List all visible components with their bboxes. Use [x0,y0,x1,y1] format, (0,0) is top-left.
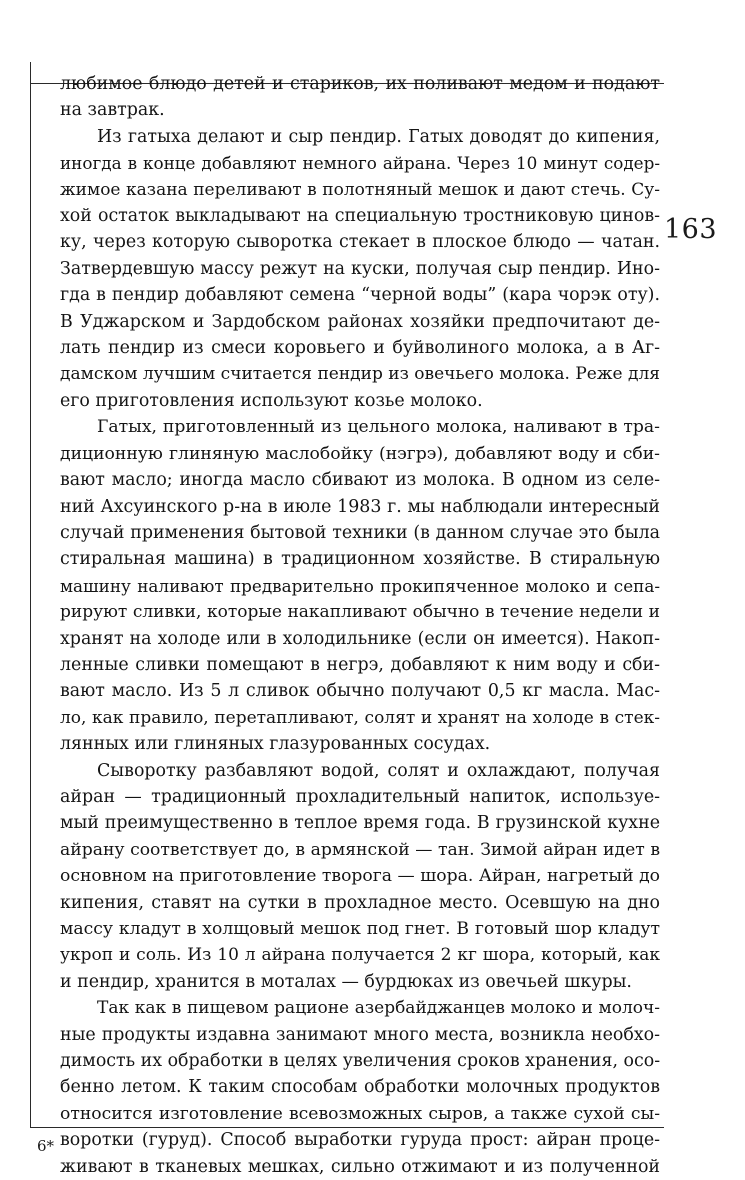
text-line: ные продукты издавна занимают много места, возникла необхо- [60,1024,660,1045]
text-line: гда в пендир добавляют семена “черной воды” (кара чорэк оту). [60,285,660,306]
text-line: иногда в конце добавляют немного айрана. Через 10 минут содер- [60,153,660,174]
text-line: основном на приготовление творога — шора. Айран, нагретый до [60,866,660,887]
text-line: айрану соответствует до, в армянской — тан. Зимой айран идет в [60,839,660,860]
text-line: Затвердевшую массу режут на куски, получая сыр пендир. Ино- [60,258,660,279]
text-line: димость их обработки в целях увеличения сроков хранения, осо- [60,1051,661,1072]
text-line: Из гатыха делают и сыр пендир. Гатых доводят до кипения, [97,126,660,147]
page-number: 163 [664,214,718,245]
text-line: бенно летом. К таким способам обработки молочных продуктов [60,1077,660,1098]
text-line: стиральная машина) в традиционном хозяйстве. В стиральную [60,549,660,570]
text-line: массу кладут в холщовый мешок под гнет. В готовый шор кладут [60,919,660,939]
text-line: случай применения бытовой техники (в данном случае это была [60,522,660,543]
text-line: мый преимущественно в теплое время года. В грузинской кухне [60,813,660,834]
text-line: диционную глиняную маслобойку (нэгрэ), добавляют воду и сби- [60,443,660,464]
text-line: его приготовления используют козье молоко. [60,390,483,411]
footer-signature-mark: 6* [37,1137,55,1155]
text-line: относится изготовление всевозможных сыров, а также сухой сы- [60,1103,660,1124]
text-line: ленные сливки помещают в негрэ, добавляют к ним воду и сби- [60,654,660,675]
text-line: любимое блюдо детей и стариков, их поливают медом и подают [60,74,660,94]
text-line: дамском лучшим считается пендир из овечьего молока. Реже для [60,364,660,385]
text-line: вают масло; иногда масло сбивают из молока. В одном из селе- [60,470,660,491]
text-line: В Уджарском и Зардобском районах хозяйки предпочитают де- [60,311,660,332]
text-line: лать пендир из смеси коровьего и буйволиного молока, а в Аг- [60,338,660,359]
text-line: воротки (гуруд). Способ выработки гуруда прост: айран проце- [60,1130,660,1151]
text-line: кипения, ставят на сутки в прохладное место. Осевшую на дно [60,892,660,913]
text-line: лянных или глиняных глазурованных сосудах. [60,734,491,755]
text-line: рируют сливки, которые накапливают обычно в течение недели и [60,602,660,623]
text-line: хой остаток выкладывают на специальную тростниковую цинов- [60,206,660,227]
text-line: укроп и соль. Из 10 л айрана получается 2 кг шора, который, как [60,945,660,966]
body-text [60,71,660,1180]
left-margin-rule [30,62,31,1127]
text-line: жимое казана переливают в полотняный мешок и дают стечь. Су- [60,179,660,200]
text-line: Гатых, приготовленный из цельного молока, наливают в тра- [97,417,660,438]
text-line: Так как в пищевом рационе азербайджанцев молоко и молоч- [97,998,660,1019]
text-line: живают в тканевых мешках, сильно отжимают и из полученной [60,1156,660,1177]
text-line: машину наливают предварительно прокипяченное молоко и сепа- [60,575,660,596]
text-line: вают масло. Из 5 л сливок обычно получают 0,5 кг масла. Мас- [60,681,660,702]
text-line: хранят на холоде или в холодильнике (если он имеется). Накоп- [60,628,660,649]
text-line: Сыворотку разбавляют водой, солят и охлаждают, получая [97,760,660,781]
text-line: и пендир, хранится в моталах — бурдюках из овечьей шкуры. [60,971,632,992]
text-line: на завтрак. [60,100,165,121]
text-line: ний Ахсуинского р-на в июле 1983 г. мы наблюдали интересный [60,496,660,517]
text-line: айран — традиционный прохладительный напиток, используе- [60,786,660,807]
text-line: ло, как правило, перетапливают, солят и хранят на холоде в стек- [60,707,660,728]
text-line: ку, через которую сыворотка стекает в плоское блюдо — чатан. [60,232,660,253]
